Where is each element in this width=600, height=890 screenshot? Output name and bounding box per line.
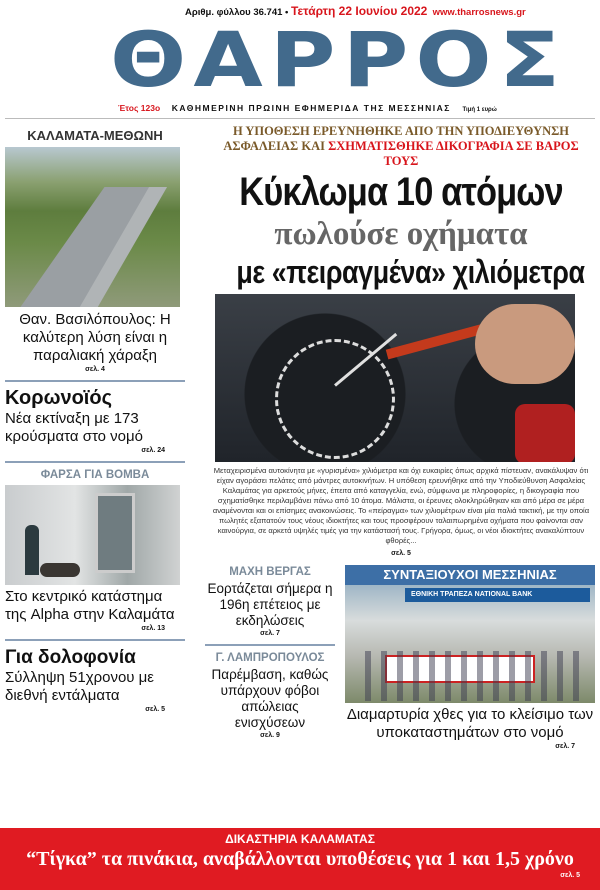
article-title: Κορωνοϊός: [5, 387, 112, 409]
divider: [5, 639, 185, 641]
page-ref: σελ. 4: [85, 366, 105, 373]
lead-subheadline: πωλούσε οχήματα: [274, 216, 528, 252]
section-label: Γ. ΛΑΜΠΡΟΠΟΥΛΟΣ: [215, 652, 325, 664]
kicker-highlight: ΣΧΗΜΑΤΙΣΘΗΚΕ ΔΙΚΟΓΡΑΦΙΑ ΣΕ ΒΑΡΟΣ ΤΟΥΣ: [328, 139, 579, 168]
article-title: Για δολοφονία: [5, 647, 136, 668]
price: Τιμή 1 ευρώ: [462, 107, 497, 113]
main-area: [205, 124, 597, 752]
footer-banner[interactable]: [0, 828, 600, 890]
article-caption[interactable]: Στο κεντρικό κατάστημα της Alpha στην Καλαμάτα: [5, 588, 175, 623]
section-label: ΜΑΧΗ ΒΕΡΓΑΣ: [229, 566, 311, 578]
bank-sign: ΕΘΝΙΚΗ ΤΡΑΠΕΖΑ NATIONAL BANK: [405, 588, 590, 602]
left-column: [5, 128, 185, 715]
lead-kicker: [205, 124, 597, 169]
newspaper-logo: ΘΑΡΡΟΣ: [110, 15, 568, 104]
section-label: ΔΙΚΑΣΤΗΡΙΑ ΚΑΛΑΜΑΤΑΣ: [225, 832, 375, 846]
issue-number: Αριθμ. φύλλου 36.741: [185, 7, 283, 18]
page-ref: σελ. 9: [260, 732, 280, 739]
divider: [5, 461, 185, 463]
speedometer-photo: [215, 294, 575, 462]
lead-headline-2: με «πειραγμένα» χιλιόμετρα: [236, 254, 585, 290]
protest-photo: [345, 585, 595, 703]
website-link[interactable]: www.tharrosnews.gr: [432, 7, 526, 18]
page-ref: σελ. 7: [555, 743, 575, 750]
article-caption[interactable]: Διαμαρτυρία χθες για το κλείσιμο των υποκαταστημάτων στο νομό: [346, 706, 594, 741]
section-label: ΦΑΡΣΑ ΓΙΑ ΒΟΜΒΑ: [40, 469, 150, 481]
page-ref: σελ. 5: [560, 872, 580, 879]
divider: [5, 118, 595, 119]
article-caption[interactable]: Σύλληψη 51χρονου με διεθνή εντάλματα: [5, 669, 154, 704]
bank-storefront-photo: [5, 485, 180, 585]
pensioners-column: [345, 565, 595, 752]
tagline-row: [118, 103, 497, 116]
issue-date: Τετάρτη 22 Ιουνίου 2022: [291, 4, 428, 18]
lead-body: Μεταχειρισμένα αυτοκίνητα με «γυρισμένα» χιλιόμετρα και όχι ευκαιρίες όπως αρχικά πίστευαν, ανακάλυψαν ότι είχαν αγοράσει πελάτες από μάντρες αυτοκινήτων. Η υπόθεση ερευνήθηκε από την Υποδιεύθυνση Ασφαλείας Καλαμάτας για αρκετούς μήνες, έπειτα από καταγγελία, ενώ, σύμφωνα με πληροφορίες, η δικογραφία που σχηματίσθηκε περιλαμβάνει πάνω από 10 άτομα. Μάλιστα, οι έρευνες ολοκληρώθηκαν και από μέρα σε μέρα αναμένονται και οι επίσημες ανακοινώσεις. Το «πείραγμα» των χιλιομέτρων είναι μία παλιά τακτική, με την οποία πωλητές εξαπατούν τους νέους ιδιοκτήτες και τους προσφέρουν ταλαιπωρημένα οχήματα που φαίνονται σαν καινούργια, σε αρκετά υψηλές τιμές για την κατάστασή τους. Γρήγορα, όμως, οι νέοι ιδιοκτήτες ανακαλύπτουν φθορές...: [212, 466, 590, 545]
footer-headline: “Τίγκα” τα πινάκια, αναβάλλονται υποθέσεις για 1 και 1,5 χρόνο: [26, 848, 574, 870]
tagline: ΚΑΘΗΜΕΡΙΝΗ ΠΡΩΙΝΗ ΕΦΗΜΕΡΙΔΑ ΤΗΣ ΜΕΣΣΗΝΙΑΣ: [171, 103, 451, 113]
section-banner: ΣΥΝΤΑΞΙΟΥΧΟΙ ΜΕΣΣΗΝΙΑΣ: [345, 565, 595, 585]
article-caption[interactable]: Νέα εκτίναξη με 173 κρούσματα στο νομό: [5, 410, 144, 445]
page-ref: σελ. 7: [260, 630, 280, 637]
page-ref: σελ. 13: [141, 625, 165, 632]
page-ref: σελ. 5: [145, 706, 165, 713]
article-caption[interactable]: Παρέμβαση, καθώς υπάρχουν φόβοι απώλειας ενισχύσεων: [211, 667, 329, 730]
page-ref: σελ. 24: [141, 447, 165, 454]
kicker-line: Η ΥΠΟΘΕΣΗ ΕΡΕΥΝΗΘΗΚΕ ΑΠΟ ΤΗΝ ΥΠΟΔΙΕΥΘΥΝΣΗ: [232, 124, 570, 138]
middle-column: [205, 565, 335, 752]
lead-headline[interactable]: Κύκλωμα 10 ατόμων: [239, 170, 563, 214]
lower-row: [205, 565, 597, 752]
masthead-info: Αριθμ. φύλλου 36.741 • Τετάρτη 22 Ιουνίου 2022 www.tharrosnews.gr: [185, 4, 526, 18]
divider: [205, 644, 335, 646]
article-caption[interactable]: Εορτάζεται σήμερα η 196η επέτειος με εκδηλώσεις: [207, 581, 333, 628]
divider: [5, 380, 185, 382]
section-label: ΚΑΛΑΜΑΤΑ-ΜΕΘΩΝΗ: [27, 128, 163, 143]
year: Έτος 123ο: [118, 103, 161, 113]
kicker-line: ΑΣΦΑΛΕΙΑΣ ΚΑΙ: [223, 139, 329, 153]
highway-photo: [5, 147, 180, 307]
page-ref: σελ. 5: [391, 550, 411, 557]
article-caption[interactable]: Θαν. Βασιλόπουλος: Η καλύτερη λύση είναι η παραλιακή χάραξη: [19, 311, 171, 364]
